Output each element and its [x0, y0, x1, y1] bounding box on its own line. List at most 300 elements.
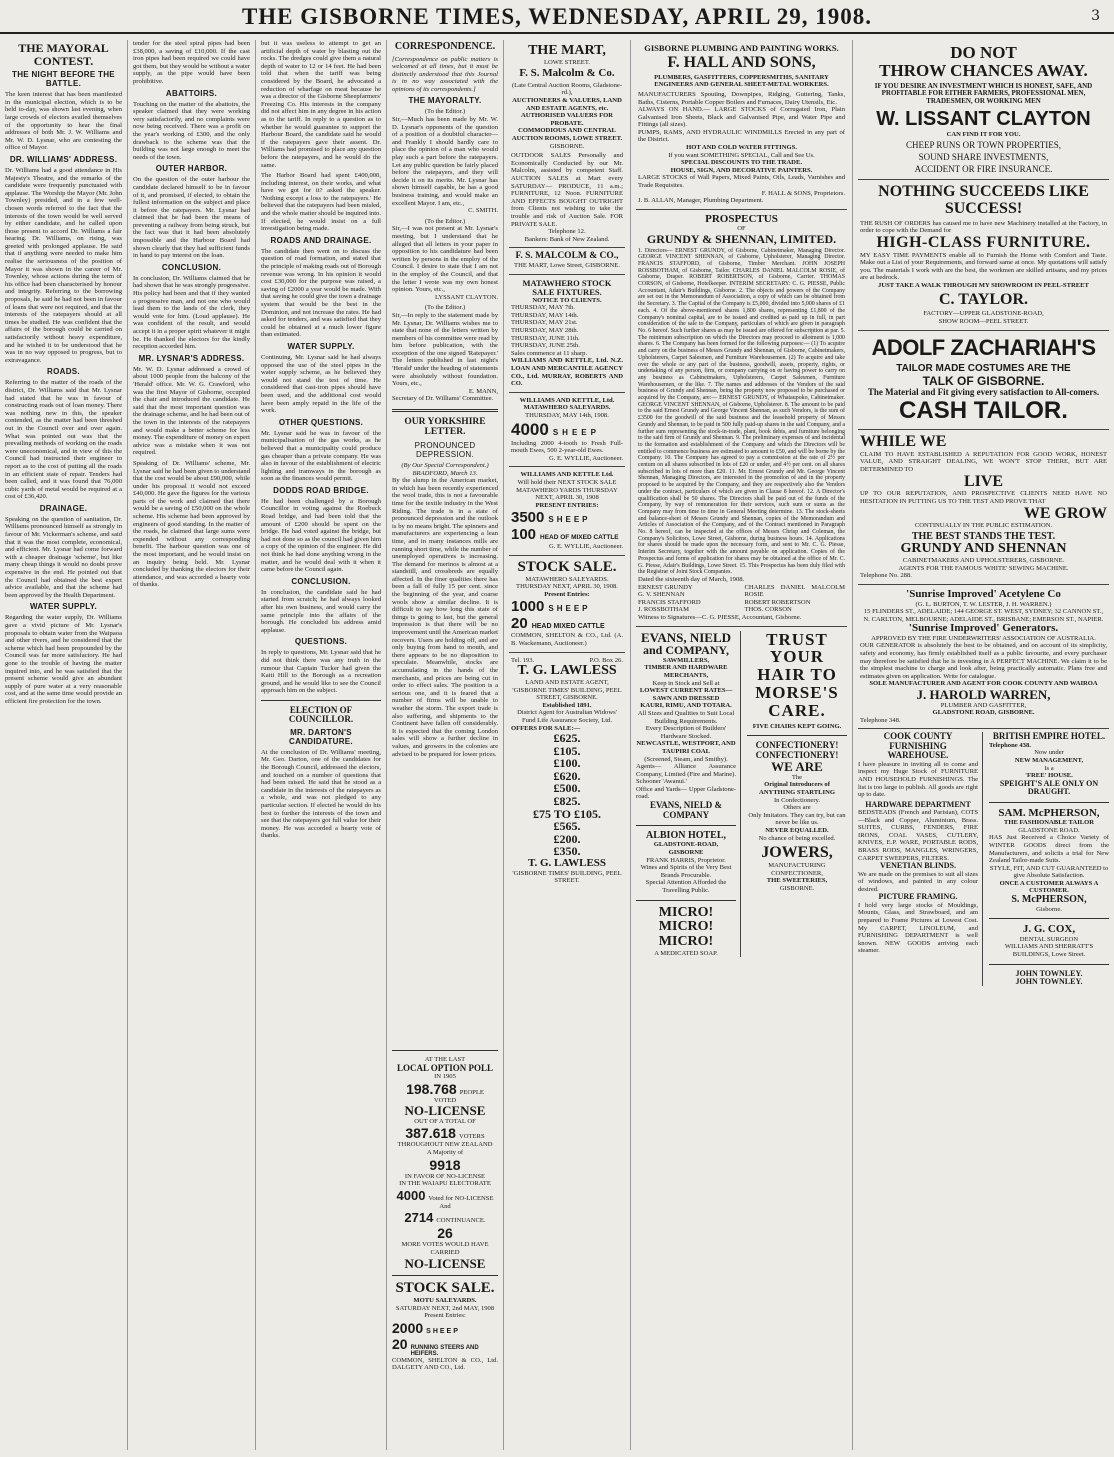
ad-quantity: 20 — [392, 1335, 408, 1352]
ad-quantity: 100 — [511, 526, 537, 544]
letter-salutation: (To the Editor.) — [424, 304, 466, 312]
divider — [261, 700, 381, 701]
letter-body: By the slump in the American market, in which has been recently experienced the wool trade, this is not a favourable time for the textile industry in the West Riding. The trade is in a state of pronounced depression and the outlook is by no means bright. The spinners and manufacturers are experiencing a lean time, and in many instances mills are running short time, while the number of unemployed operatives is increasing. The demand for merinos is almost at a standstill, and crossbreds are equally affected. In the finer qualities there has been a fall of fully 15 per cent. since the beginning of the year, and coarse wools show a similar decline. It is difficult to say how long this state of things is going to last, but the general impression is that there will be no improvement until the American market recovers. Users are holding off, and are only buying from hand to mouth, and there appears to be no disposition to speculate. Meanwhile, stocks are accumulating in the hands of the merchants, and prices are being cut in order to effect sales. The position is a serious one, and it is feared that a number of firms will be unable to weather the storm. The export trade is also suffering, and shipments to the Continent have fallen off considerably. It is expected that the coming London sales will show a further decline in values, and growers in the colonies are advised to be prepared for lower prices. — [392, 477, 498, 758]
section-heading: WATER SUPPLY. — [29, 602, 98, 612]
letter-salutation: (To the Editor.) — [424, 108, 466, 116]
ad-signature: ROBERT ROBERTSON — [744, 598, 811, 606]
ad-quantity: 3500 — [511, 509, 545, 527]
headline-correspondence: CORRESPONDENCE. — [394, 41, 496, 52]
ad-subtitle: A MEDICATED SOAP. — [654, 949, 718, 957]
ad-line: AGENTS FOR THE FAMOUS 'WHITE' SEWING MACHINE. — [898, 564, 1069, 572]
article-paragraph: but it was useless to attempt to get an artificial depth of water by blasting out the rocks. The dredges could give them a natural depth of water to 12 or 14 feet. He had been told that when the tariff was being considered by the Board, he advocated a reduction of wharfage on meat because he was a director of the Gisborne Sheepfarmers' Freezing Co. His interests in the company did not affect him in any degree in his action as to the tariff. In reply to a question as to whether he would guarantee to support the Harbour Board, the candidate said he would if the ratepayers gave their assent. Dr. Williams had promised to place any question before the ratepayers, and he would do the same. — [261, 40, 381, 169]
advert-local-option-poll — [387, 1045, 504, 1450]
ad-line: TAILOR MADE COSTUMES ARE THE — [896, 362, 1071, 374]
ad-date: Dated the sixteenth day of March, 1908. — [638, 576, 745, 583]
article-paragraph: At the conclusion of Dr. Williams' meeting, Mr. Geo. Darton, one of the candidates for the Borough Council, addressed the electors, and touched on a number of questions that had been raised. He said that he stood as a candidate in the interests of the ratepayers as a whole, and was not pledged to any particular section. If elected he would do his best to further the interests of the town and see that the ratepayers got full value for their money. He was accorded a hearty vote of thanks. — [261, 748, 381, 840]
ad-firm: F. S. Malcolm & Co. — [519, 67, 615, 80]
article-paragraph: Touching on the matter of the abattoirs, the speaker claimed that they were working very satisfactorily, and no complaints were now being received. There was a profit on the year's working of £300, and the only drawback to the scheme was that the building was not large enough to meet the needs of the town. — [133, 100, 250, 161]
ad-subtitle: Present Entries: — [424, 1312, 466, 1320]
ad-title: MATAWHERO STOCK SALE FIXTURES. — [522, 277, 612, 297]
ad-title: CONFECTIONERY! CONFECTIONERY! — [755, 740, 839, 760]
ad-title: LIVE — [963, 472, 1004, 490]
article-paragraph: Speaking on the question of sanitation, Dr. Williams pronounced himself as strongly in favour of Mr. Vickerman's scheme, and said that it was the most complete, economical, and efficient. Mr. Lysnar had come forward with a cheaper drainage 'scheme', but like many cheap things it would no doubt prove expensive in the end. He pointed out that the Council had obtained the best expert advice available, and that the scheme had been approved by the Health Department. — [5, 515, 122, 599]
ad-line: No chance of being excelled. — [758, 834, 836, 842]
column-6 — [631, 40, 853, 1450]
ad-signature: G. E. WYLLIE, Auctioneer. — [548, 454, 623, 462]
subhead: MR. DARTON'S CANDIDATURE. — [289, 727, 353, 746]
ad-title: 'Sunrise Improved' Generators. — [908, 622, 1059, 635]
advert-williams-kettle-1 — [509, 393, 625, 468]
ad-line: Others are — [783, 804, 811, 812]
ad-line: SHOW ROOM—PEEL STREET. — [938, 318, 1029, 325]
advert-hall-and-sons — [636, 40, 847, 210]
ad-signature: FRANCIS STAFFORD — [638, 598, 701, 606]
ad-title: PROSPECTUS — [705, 212, 778, 225]
section-heading: DRAINAGE. — [39, 503, 88, 513]
ad-line: (Late Central Auction Rooms, Gladstone-rd.), — [511, 81, 623, 97]
poll-label: OUT OF A TOTAL OF — [414, 1117, 476, 1125]
column-5 — [504, 40, 631, 1450]
ad-line: Agents— Alliance Assurance Company, Limited (Fire and Marine). Schooner 'Awanui.' — [636, 763, 736, 786]
ad-price: £500. — [553, 781, 581, 796]
ad-date: THURSDAY, JUNE 11th. — [511, 334, 580, 342]
ad-firm: SAM. McPHERSON, — [998, 806, 1100, 819]
column-1 — [0, 40, 128, 1450]
letter-role: Secretary of Dr. Williams' Committee. — [392, 395, 494, 403]
ad-witness: Witness to Signatures—C. G. PIESSE, Accountant, Gisborne. — [638, 613, 802, 621]
ad-title: COOK COUNTY FURNISHING WAREHOUSE. — [883, 731, 953, 761]
article-paragraph: The Harbor Board had spent £400,000, including interest, on their works, and what have we got for it? asked the speaker. 'Nothing except a loss to the ratepayers.' He believed that the ratepayers had been misled, and the whole matter should be inquired into. If elected, he would insist on a full investigation being made. — [261, 172, 381, 233]
poll-year: IN 1905 — [434, 1073, 456, 1081]
letter-salutation: (To the Editor.) — [424, 217, 466, 225]
ad-line: JUST TAKE A WALK THROUGH MY SHOWROOM IN PEEL-STREET — [878, 282, 1089, 290]
masthead-title: THE GISBORNE TIMES, WEDNESDAY, APRIL 29, 1908. — [241, 4, 873, 29]
ad-address: 'GISBORNE TIMES' BUILDING, PEEL STREET. — [512, 869, 622, 885]
masthead — [0, 0, 1114, 34]
ad-phone: Telephone 438. — [989, 741, 1031, 749]
subhead: PRONOUNCED DEPRESSION. — [414, 440, 476, 459]
ad-unit: SHEEP — [426, 1327, 460, 1335]
ad-title: WHILE WE — [860, 433, 947, 451]
ad-address: GLADSTONE-ROAD, GISBORNE — [653, 841, 719, 857]
section-heading: DR. WILLIAMS' ADDRESS. — [9, 154, 118, 164]
letter-signature: C. SMITH. — [468, 207, 498, 215]
ad-price: £200. — [553, 831, 581, 846]
ad-line: (Screened, Steam, and Smithy). — [644, 755, 728, 763]
ad-body: OUTDOOR SALES Personally and Economically Conducted by our Mr. Malcolm, assisted by competent Staff. AUCTION SALES at Mart every SATURDAY— PRODUCE, 11 a.m.; FURNITURE, 12 Noon. FURNITURE AND EFFECTS BOUGHT OUTRIGHT from Clients not wishing to take the trouble and risk of Auction Sale. FOR PRIVATE SALE. — [511, 152, 623, 228]
ad-subtitle: OFFERS FOR SALE:— — [511, 724, 581, 732]
ad-title: BRITISH EMPIRE HOTEL. — [992, 731, 1106, 742]
section-heading: ABATTOIRS. — [165, 88, 218, 98]
ad-subtitle: FIVE CHAIRS KEPT GOING. — [752, 722, 842, 730]
ad-signature: CHARLES DANIEL MALCOLM ROSIE — [744, 583, 845, 599]
byline: (By Our Special Correspondent.) BRADFORD, March 13. — [401, 461, 489, 477]
section-heading: ROADS. — [47, 367, 80, 377]
ad-body: MY EASY TIME PAYMENTS enable all to Furnish the Home with Comfort and Taste. Make out a List of your Requirements, and forward same at once. My quotations will satisfy you. The materials I work with are the best, the workmen are skilled artisans, and my prices are at bedrock. — [860, 251, 1107, 282]
ad-price: £100. — [553, 756, 581, 771]
ad-line: Now under — [1034, 749, 1064, 757]
article-paragraph: Mr. Lysnar said he was in favour of the municipalisation of the gas works, as he believed that a municipality could produce gas cheaper than a private company. He was also in favour of the establishment of electric lighting and tramways in the borough as soon as the finances would permit. — [261, 429, 381, 483]
ad-body: MANUFACTURERS Spouting, Downpipes, Ridging, Guttering, Tanks, Baths, Cisterns, Portable Copper Boilers and Furnaces, Dairy Utensils, Etc. — [638, 90, 845, 106]
ad-body: CLAIM TO HAVE ESTABLISHED A REPUTATION FOR GOOD WORK, HONEST VALUE, AND STRAIGHT DEALING, WE WON'T STOP THERE, BUT ARE DETERMINED TO — [860, 450, 1107, 474]
advert-malcolm — [509, 248, 625, 275]
ad-signature: COMMON, SHELTON & CO., Ltd. (A. B. Wackemann, Auctioneer.) — [511, 632, 623, 648]
advert-prospectus — [636, 210, 847, 627]
ad-line: SPEIGHT'S ALE ONLY ON DRAUGHT. — [999, 778, 1099, 797]
poll-label: THROUGHOUT NEW ZEALAND — [397, 1141, 493, 1149]
ad-line: CAN FIND IT FOR YOU. — [946, 131, 1021, 139]
ad-line: DENTAL SURGEON — [1019, 935, 1079, 943]
ad-line: NEVER EQUALLED. — [765, 827, 829, 835]
ad-signature: J. ROSSBOTHAM — [638, 606, 689, 614]
ad-body: CONTINUALLY IN THE PUBLIC ESTIMATION. — [914, 522, 1053, 530]
article-paragraph: Speaking of Dr. Williams' scheme, Mr. Lysnar said he had been given to understand that the cost would be about £90,000, while under his proposal it would not exceed £40,000. He gave the figures for the various parts of the work and claimed that there would be a saving of £50,000 on the whole scheme. His scheme had been approved by engineers of good standing. In the matter of the roads, he claimed that large sums were expended without any corresponding benefit. The harbour question was one of the most important, and he would insist on an inquiry being held. Mr. Lysnar concluded by thanking the electors for their attendance, and was accorded a hearty vote of thanks. — [133, 459, 251, 589]
ad-body: District Agent for Australian Widows' Fund Life Assurance Society, Ltd. — [517, 709, 617, 724]
advert-grundy-shennan — [858, 430, 1109, 585]
section-heading: DODDS ROAD BRIDGE. — [273, 485, 369, 495]
section-heading: QUESTIONS. — [294, 637, 348, 647]
ad-body: THE RUSH OF ORDERS has caused me to have new Machinery installed at the Factory, in order to cope with the Demand for — [860, 219, 1107, 235]
ad-address: WILLIAMS AND SHERRATT'S BUILDINGS, Lowe Street. — [1004, 943, 1094, 958]
ad-line: MANUFACTURING CONFECTIONER, — [768, 862, 826, 877]
column-7 — [853, 40, 1114, 1450]
ad-body: UP TO OUR REPUTATION, AND PROSPECTIVE CLIENTS NEED HAVE NO HESITATION IN PUTTING US TO THE TEST AND PROVE THAT — [860, 490, 1107, 505]
ad-unit: SHEEP — [548, 604, 591, 614]
ad-line: VENETIAN BLINDS. — [879, 861, 957, 871]
section-heading: ROADS AND DRAINAGE. — [270, 235, 372, 245]
ad-line: NEW MANAGEMENT, — [1014, 757, 1084, 765]
ad-signature: ERNEST GRUNDY — [638, 583, 693, 591]
ad-subtitle: LAND AND ESTATE AGENT, 'GISBORNE TIMES' BUILDING, PEEL STREET, GISBORNE. — [512, 678, 622, 702]
ad-firm: GRUNDY & SHENNAN, LIMITED. — [646, 231, 837, 246]
ad-signature: COMMON, SHELTON & CO., Ltd. DALGETY AND CO., Ltd. — [392, 1356, 498, 1372]
ad-address: THE MART, Lowe Street, GISBORNE. — [514, 262, 620, 270]
ad-date: SATURDAY NEXT, 2nd MAY, 1908 — [395, 1304, 495, 1312]
ad-quantity: 2000 — [392, 1319, 424, 1336]
ad-line: AUCTIONEERS & VALUERS, LAND AND ESTATE AGENTS, etc. — [512, 97, 622, 112]
ad-line: THE SWEETERIES, — [766, 877, 828, 885]
advert-williams-kettle-2 — [509, 467, 625, 556]
advert-sunrise-acetylene — [858, 585, 1109, 729]
poll-number: 2714 — [404, 1210, 434, 1226]
poll-label: And — [439, 1202, 451, 1210]
ad-date: THURSDAY, MAY 28th. — [511, 327, 579, 335]
poll-label: MORE VOTES WOULD HAVE CARRIED — [401, 1241, 489, 1257]
ad-body: HAS Just Received a Choice Variety of WINTER GOODS direct from the Manufacturers, and solicits a trial for New Zealand Tailor-made Suits. — [989, 834, 1109, 865]
ad-price: £565. — [553, 819, 581, 834]
ad-unit: SHEEP — [548, 515, 591, 525]
poll-label: PEOPLE — [459, 1088, 484, 1096]
poll-nolicense: NO-LICENSE — [404, 1255, 486, 1271]
ad-body: BEDSTEADS (French and Parisian), COTS—Black and Copper, Aluminium, Brass. SUITES, CURBS, FENDERS, FIRE IRONS, COAL VASES, CUTLERY, KNIVES, E.P. WARE, PORTABLE RODS, BRASS RODS, MANGLES, WRINGERS, CARPET SWEEPERS, FILTERS. — [858, 809, 978, 862]
ad-subtitle: NOTICE TO CLIENTS. — [532, 296, 602, 304]
poll-title: LOCAL OPTION POLL — [396, 1062, 494, 1073]
ad-title: GISBORNE PLUMBING AND PAINTING WORKS. — [644, 43, 839, 53]
letter-body: Sir,—Much has been made by Mr. W. D. Lysnar's opponents of the question of a position of a doubtful character—and Frankly I should hardly care to place the opinion of a man who would play such a part before the ratepayers. Let any public question be fairly placed before the ratepayers, and they will decide it on its merits. Mr. Lysnar has shown himself capable, he has a good business training, and would make an excellent Mayor. I am, etc., — [392, 116, 498, 207]
ad-body: ALWAYS ON HAND.— LARGE STOCKS of Corrugated Iron, Plain Galvanised Iron Sheets, Black and Galvanised Pipe, and Water Pipe and Fittings (all sizes). — [638, 106, 845, 129]
ad-title: MICRO! MICRO! MICRO! — [658, 904, 714, 949]
ad-signature: G. E. WYLLIE, Auctioneer. — [548, 543, 623, 551]
ad-box: P.O. Box 26. — [589, 656, 623, 664]
ad-line: Keep in Stock and Sell at — [652, 679, 720, 687]
section-heading: CONCLUSION. — [161, 262, 222, 272]
ad-line: FRANK HARRIS, Proprietor. — [646, 856, 726, 864]
ad-line: NEWCASTLE, WESTPORT, AND TAUPIRI COAL — [636, 740, 736, 755]
section-heading: WATER SUPPLY. — [287, 341, 355, 351]
poll-number: 387.618 — [405, 1125, 456, 1142]
ad-body: 1. Directors— ERNEST GRUNDY, of Gisborne, Cabinetmaker, Managing Director. GEORGE VINCENT SHENNAN, of Gisborne, Upholsterer, Managing Director. FRANCIS STAFFORD, of Gisborne, Timber Merchant. JOHN JOSEPH ROSSBOTHAM, of Gisborne, Tailor. CHARLES DANIEL MALCOLM ROSIE, of Gisborne, Draper. ROBERT ROBERTSON, of Gisborne, Carrier. THOMAS CORSON, of Gisborne, Hotelkeeper. INTERIM SECRETARY: C. G. PIESSE, Public Accountant, Adair's Buildings, Gisborne. 2. The objects and powers of the Company are set out in the Memorandum of Association, a copy of which can be obtained from the Secretary. 3. The Capital of the Company is £5,000, divided into 5,000 shares of £1 each. 4. Of the above-mentioned shares 1,800 shares, representing £1,800 of the Company's nominal capital, are to be issued and credited as paid up in full, in part consideration of the sale to the Company, particulars of which are given in paragraph No. 6 hereof. Such further shares as may be issued are offered for subscription at par. 5. The minimum subscription on which the Directors may proceed to allotment is 1,000 shares. 6. The Company has been formed for the following purposes:— (1) To acquire and carry on the business of Messrs Grundy and Shennan, of Gisborne, Cabinetmakers, Upholsterers, Carpet Salesmen, and Furniture Warehousemen. (2) To acquire and take over the whole or any part of the business, goodwill, assets, property, rights, or undertaking of any person, firm, or company carrying on or having power to carry on any business as Cabinetmakers, Upholsterers, Carpet Salesmen, Furniture Warehousemen, or the like. 7. The names and addresses of the Vendors of the said business of Grundy and Shennan, being the property now proposed to be purchased or acquired by the Company, are:— ERNEST GRUNDY, of Whataupoko, Cabinetmaker. GEORGE VINCENT SHENNAN, of Gisborne, Upholsterer. 8. The amount to be paid to the said Ernest Grundy and George Vincent Shennan, as such Vendors, is the sum of £3500 for the goodwill of the said business and the leasehold property of Messrs Grundy and Shennan, to be paid in 500 fully paid-up shares in the said Company, and a further sum representing the stock-in-trade, plant, book debts, and furniture belonging to the said firm of Grundy and Shennan. 9. The preliminary expenses of and incidental to the formation and establishment of the Company and which the Directors will be entitled to commence business are estimated to amount to £50, and will be borne by the Company. 10. The Company has agreed to pay a commission at the rate of 2½ per centum on all shares subscribed in lots of £20 or under, and 4½ per cent. on all shares subscribed in lots of more than £20. 11. Mr. Ernest Grundy and Mr. George Vincent Shennan, Managing Directors, are interested in the promotion of and in the property proposed to be acquired by the Company, and they are respectively also the Vendors under the contract, particulars of which are given in Clause 8 hereof. 12. A Director's qualification shall be 50 shares. The Directors shall be paid out of the funds of the Company, by way of remuneration for their services, such sum or sums as the Company may from time to time in General Meeting determine. 13. The stock-sheets and balance-sheet of Messrs Grundy and Shennan, copies of the Memorandum and Articles of Association of the Company, and of the Contract mentioned in Paragraph No. 8 hereof, can be inspected at the offices of Messrs Chrisp and Coleman, the Company's Solicitors, Lowe Street, Gisborne, during business hours. 14. Applications for shares should be made upon the necessary form, and sent to Mr. C. G. Piesse, Interim Secretary, together with the amount payable on application. Copies of the Prospectus and forms of application for shares may be obtained at the office of Mr. C. G. Piesse, Adair's Buildings, Lowe Street. 15. This Prospectus has been duly filed with the Registrar of Joint Stock Companies. — [638, 247, 845, 576]
headline-election-councillor: ELECTION OF COUNCILLOR. — [288, 704, 354, 725]
ad-subtitle: MOTU SALEYARDS. — [413, 1297, 477, 1304]
poll-number: 9918 — [429, 1156, 461, 1173]
ad-line: HOT AND COLD WATER FITTINGS. — [686, 144, 797, 152]
ad-subtitle: PRESENT ENTRIES: — [535, 501, 599, 509]
ad-firm: F. S. MALCOLM & CO., — [515, 251, 619, 262]
column-3 — [256, 40, 387, 1450]
article-paragraph: Regarding the water supply, Dr. Williams gave a vivid picture of Mr. Lysnar's proposals to obtain water from the Waipaoa and other rivers, and he considered that the scheme which had been propounded by the Council was far more satisfactory. He had gone to the trouble of having the matter inquired into, and he was satisfied that the present scheme would give an abundant supply of pure water at a very reasonable cost, and at the same time would provide an efficient fire protection for the town. — [5, 614, 122, 705]
poll-number: 4000 — [396, 1187, 426, 1203]
ad-unit: RUNNING STEERS AND HEIFERS. — [410, 1344, 479, 1357]
letter-signature: E. MANN, — [468, 387, 498, 395]
section-heading: CONCLUSION. — [291, 576, 351, 586]
ad-line: THE BEST STANDS THE TEST. — [911, 530, 1056, 542]
letter-title: THE MAYORALTY. — [408, 96, 482, 106]
ad-date: THURSDAY, JUNE 25th. — [511, 342, 580, 350]
ad-title: NOTHING SUCCEEDS LIKE — [878, 183, 1089, 201]
advert-zachariah — [858, 331, 1109, 430]
ad-date: THURSDAY, MAY 7th. — [511, 304, 576, 312]
ad-body: PUMPS, RAMS, AND HYDRAULIC WINDMILLS Erected in any part of the District. — [638, 128, 845, 144]
divider — [392, 409, 498, 412]
letter-body: Sir,—In reply to the statement made by Mr. Lysnar, Dr. Williams wishes me to state that none of the letters written by members of his committee were read by him before publication, with the exception of the one signed 'Ratepayer.' The letters published in last night's 'Herald' under the heading of statements were absolutely without foundation. Yours, etc., — [392, 311, 498, 388]
section-heading: OTHER QUESTIONS. — [278, 417, 364, 427]
ad-line: GISBORNE. — [779, 884, 815, 892]
ad-title: THE MART, — [528, 43, 606, 58]
ad-signature: T. G. LAWLESS — [527, 857, 607, 870]
ad-line: CHEEP RUNS OR TOWN PROPERTIES, — [905, 140, 1062, 151]
ad-line: Office and Yards— Upper Gladstone-road. — [636, 785, 736, 801]
poll-head: AT THE LAST — [424, 1056, 466, 1063]
ad-phone: Telephone 348. — [860, 716, 901, 724]
ad-line: TIMBER AND HARDWARE MERCHANTS, — [644, 664, 728, 679]
advert-the-mart — [509, 40, 625, 248]
advert-stock-sale-matawhero — [509, 556, 625, 653]
ad-body: OUR GENERATOR is absolutely the best to be obtained, and on account of its simplicity, safety and economy, has firmly established itself as a public favourite, and every purchaser may therefore be satisfied that he is investing in A PERFECT MACHINE. We claim it to be the simplest machine to charge and look after, being practically automatic. Plans free and estimates given on application. Write for catalogue. — [860, 642, 1107, 680]
ad-date: THURSDAY, MAY 14th, 1908. — [525, 412, 609, 420]
ad-title: WE GROW — [1023, 504, 1107, 522]
poll-number: 198.768 — [406, 1080, 457, 1097]
ad-title: SUCCESS! — [944, 199, 1023, 217]
ad-line: SAWN AND DRESSED — [652, 694, 720, 702]
ad-signature: S. McPHERSON, — [1011, 894, 1087, 906]
poll-label: IN FAVOR OF NO-LICENSE — [404, 1172, 486, 1180]
section-heading: MR. LYSNAR'S ADDRESS. — [138, 353, 245, 363]
poll-label: Voted for NO-LICENSE — [428, 1194, 494, 1202]
ad-line: All Sizes and Qualities to Suit Local Building Requirements. — [637, 709, 735, 725]
ad-price: £350. — [553, 844, 581, 859]
ad-title: CASH TAILOR. — [899, 397, 1068, 425]
ad-firm: W. LISSANT CLAYTON — [876, 108, 1091, 131]
article-paragraph: Mr. W. D. Lysnar addressed a crowd of about 1000 people from the balcony of the 'Herald' office. Mr. W. G. Crawford, who was the first Mayor of Gisborne, occupied the chair and introduced the candidate. He said that the most important question was the drainage scheme, and he had been out of the town in the interests of the ratepayers and would make a better scheme for less money. The expenditure of money on expert advice was a mistake when it was not required. — [133, 365, 250, 457]
ad-line: Wines and Spirits of the Very Best Brands Procurable. — [640, 864, 732, 879]
ad-line: HOUSE, SIGN, AND DECORATIVE PAINTERS. — [670, 166, 813, 174]
article-paragraph: Dr. Williams had a good attendance in His Majesty's Theatre, and the remarks of the candidate were frequently punctuated with applause. The Worship the Mayor (Mr. John Townley) presided, and in a few well-chosen words referred to the fact that the interests of the town would be well served by either candidate, and he called upon those present to accord Dr. Williams a fair hearing. Dr. Williams, on rising, was greeted with prolonged applause. He said that if anything were needed to make him realise the seriousness of the position of Mayor it was shown in the career of Mr. Townley, whose actions during the term of his office had been characterised by honour and integrity. Referring to the borrowing proposals, he said he had not been in favour of loans that were not required, and that the interests of the ratepayers should at all times be studied. He was confident that the affairs of the borough could be carried on satisfactorily without heavy expenditure, and he wished it to be understood that he was in no way opposed to progress, but to extravagance. — [5, 166, 122, 364]
poll-label: A Majority of — [426, 1149, 464, 1157]
ad-body: We are made on the premises to suit all sizes of windows, and painted in any colour desired. — [858, 870, 978, 893]
ad-line: TALK OF GISBORNE. — [922, 373, 1045, 388]
ad-phone: Tel. 193. — [511, 656, 535, 664]
ad-line: APPROVED BY THE FIRE UNDERWRITERS' ASSOCIATION OF AUSTRALIA. — [871, 634, 1096, 642]
ad-line: STYLE, FIT, AND CUT GUARANTEED to give Absolute Satisfaction. — [989, 864, 1109, 880]
ad-signature: EVANS, NIELD & COMPANY — [649, 800, 723, 820]
ad-firm: J. G. COX, — [1022, 923, 1076, 936]
ad-unit: SHEEP — [552, 427, 600, 437]
ad-date: THURSDAY, MAY 21st. — [511, 319, 578, 327]
poll-label: CONTINUANCE. — [436, 1217, 486, 1225]
ad-line: Sales commence at 11 sharp. — [511, 349, 588, 357]
ad-price: £625. — [553, 731, 581, 746]
ad-title: STOCK SALE. — [395, 1280, 495, 1297]
ad-firm: JOHN TOWNLEY. — [1015, 968, 1083, 978]
ad-firm: and COMPANY, — [642, 643, 729, 658]
correspondence-note: [Correspondence on public matters is welcomed at all times, but it must be distinctly understood that this Journal is in no way associated with the opinions of its correspondents.] — [392, 55, 498, 93]
ad-subtitle: (G. L. BURTON, T. W. LESTER, J. H. WARREN.) — [915, 600, 1052, 608]
ad-manager: J. B. ALLAN, Manager, Plumbing Department. — [638, 197, 764, 205]
ad-signature: F. HALL & SONS, Proprietors. — [761, 189, 845, 197]
ad-line: PLUMBER AND GASFITTER, — [940, 701, 1027, 709]
ad-title: 'Sunrise Improved' Acetylene Co — [906, 587, 1061, 600]
ad-price: £75 TO £105. — [533, 806, 601, 821]
ad-line: Special Attention Afforded the Travelling Public. — [645, 879, 727, 895]
advert-matawhero-fixtures — [509, 275, 625, 393]
ad-body: IF YOU DESIRE AN INVESTMENT WHICH IS HONEST, SAFE, AND PROFITABLE FOR EITHER FARMERS, PROFESSIONAL MEN, TRADESMEN, OR WORKING MEN — [874, 81, 1093, 105]
letter-signature: LYSSANT CLAYTON. — [435, 293, 498, 301]
ad-line: In Confectionery. — [773, 796, 821, 804]
ad-title: ALBION HOTEL, — [645, 829, 727, 841]
ad-line: SPECIAL DISCOUNTS TO THE TRADE. — [681, 159, 802, 167]
ad-subtitle: CABINETMAKERS AND UPHOLSTERERS, GISBORNE. — [902, 557, 1065, 565]
ad-line: HARDWARE DEPARTMENT — [865, 799, 971, 809]
ad-firm: T. G. LAWLESS — [517, 663, 617, 679]
ad-title: TRUST YOUR HAIR TO MORSE'S CARE. — [755, 629, 839, 720]
ad-line: AUTHORISED VALUERS FOR PROBATE. — [520, 112, 614, 127]
ad-price: £620. — [553, 768, 581, 783]
ad-firm: WILLIAMS AND KETTLE, Ltd. — [519, 396, 615, 404]
ad-body: LARGE STOCKS of Wall Papers, Mixed Paints, Oils, Leads, Varnishes and Trade Requisites. — [638, 174, 845, 190]
ad-firm: ADOLF ZACHARIAH'S — [871, 334, 1096, 360]
ad-line: KAURI, RIMU, AND TOTARA. — [640, 702, 732, 710]
ad-subtitle: Present Entries: — [544, 590, 590, 598]
ad-firm: JOWERS, — [761, 844, 833, 862]
column-2 — [128, 40, 256, 1450]
poll-label: VOTED — [433, 1096, 457, 1104]
ad-firms: WILLIAMS AND KETTLE, Ltd. N.Z. LOAN AND MERCANTILE AGENCY CO., Ltd. MURRAY, ROBERTS AND CO. — [511, 357, 623, 388]
article-paragraph: The keen interest that has been manifested in the municipal election, which is to be held to-day, was shown last evening, when large crowds of electors availed themselves of the opportunity to hear the final addresses of both Mr. J. W. Williams and Mr. W. D. Lysnar, who are contesting the office of Mayor. — [5, 91, 122, 152]
ad-price: £105. — [553, 743, 581, 758]
ad-bank: Bankers: Bank of New Zealand. — [524, 235, 610, 243]
ad-subtitle: MATAWHERO SALEYARDS. THURSDAY NEXT, APRIL 30, 1908. — [516, 575, 618, 591]
ad-line: Gisborne. — [1036, 905, 1062, 913]
subhead-night-before: THE NIGHT BEFORE THE BATTLE. — [12, 70, 115, 89]
poll-label: VOTERS — [458, 1133, 485, 1141]
ad-phone: Telephone 12. — [548, 228, 586, 236]
ad-line: ACCIDENT OR FIRE INSURANCE. — [914, 164, 1053, 175]
advert-lissant-clayton — [858, 40, 1109, 180]
ad-line: SOUND SHARE INVESTMENTS, — [918, 152, 1049, 163]
ad-body: I have pleasure in inviting all to come and inspect my Huge Stock of FURNITURE AND HOUSEHOLD FURNISHINGS. The list is too large to publish. All goods are right up to date. — [858, 760, 978, 799]
ad-subtitle: THE FASHIONABLE TAILOR — [1003, 819, 1095, 827]
ad-line: Only Imitators. They can try, but can never be like us. — [748, 811, 846, 827]
advert-c-taylor — [858, 180, 1109, 331]
ad-line: LOWEST CURRENT RATES— — [639, 687, 733, 695]
ad-quantity: 1000 — [511, 598, 545, 616]
section-heading: OUTER HARBOR. — [155, 164, 228, 174]
ad-line: The Material and Fit giving every satisfaction to All-comers. — [867, 386, 1100, 397]
ad-line: SOLE MANUFACTURER AND AGENT FOR COOK COUNTY AND WAIROA — [869, 680, 1098, 688]
ad-subtitle: LOWE STREET. — [543, 58, 591, 66]
letter-body: Sir,—I was not present at Mr. Lysnar's meeting, but I understand that he alleged that all letters in your paper in opposition to his candidature had been written by persons in the employ of the Council. I desire to state that I am not in the employ of the Council, and that the letter I wrote was my own honest opinion. Yours, etc., — [392, 225, 498, 294]
ad-firm: JOHN TOWNLEY. — [1015, 976, 1083, 986]
ad-address: 15 FLINDERS ST., ADELAIDE; 144 GEORGE ST. WEST, SYDNEY; 32 CANNON ST., N. CARLTON, MELBOURNE; ADELAIDE ST., BRISBANE; EMERSON ST., NAPIER. — [863, 608, 1104, 623]
ad-line: ANYTHING STARTLING — [758, 789, 836, 797]
ad-established: Established 1891. — [542, 701, 592, 709]
ad-line: Every Description of Builders' Hardware Stocked. — [645, 725, 727, 740]
ad-line: Original Introducers of — [764, 781, 830, 789]
poll-number: 26 — [437, 1225, 453, 1242]
ad-line: 'FREE' HOUSE. — [1025, 772, 1073, 780]
ad-quantity: 20 — [511, 615, 528, 633]
ad-body: I hold very large stocks of Mouldings, Mounts, Glass, and Strawboard, and am prepared to Frame Pictures at Lowest Cost. My CARPET, LINOLEUM, and FURNISHING DEPARTMENT is well known. NEW GOODS arriving each steamer. — [858, 901, 978, 955]
ad-title: DO NOT — [950, 43, 1017, 62]
ad-line: COMMODIOUS AND CENTRAL AUCTION ROOMS, LOWE STREET. — [511, 127, 623, 142]
article-paragraph: In reply to questions, Mr. Lysnar said that he did not think there was any truth in the rumour that Captain Tucker had given the Kaiti Hill to the Borough as a recreation ground, and he would like to see the Council approach him on the subject. — [261, 649, 381, 695]
ad-line: OF — [737, 225, 746, 233]
ad-line: Is a — [1044, 764, 1054, 772]
article-paragraph: In conclusion, the candidate said he had started from scratch; he had always looked after his own business, and would carry the same principle into the affairs of the borough. He concluded his address amid applause. — [261, 588, 381, 634]
poll-label: IN THE WAIAPU ELECTORATE — [399, 1180, 491, 1188]
article-paragraph: In conclusion, Dr. Williams claimed that he had shown that he was strongly progressive. His policy had been and that if they wanted a progressive man, and not one who would lead them to the lands of the clerk, they would vote for him. (Loud applause). He was confident of the result, and would accept it in a proper spirit whatever it might be. He thanked the electors for the kindly reception accorded him. — [133, 274, 250, 351]
ad-title: STOCK SALE. — [517, 558, 617, 575]
ad-address: GLADSTONE ROAD. — [1018, 826, 1080, 834]
ad-body: Including 2000 4-tooth to Fresh Full-mouth Ewes, 500 2-year-old Ewes. — [511, 439, 623, 455]
ad-signature: G. V. SHENNAN — [638, 591, 685, 599]
article-paragraph: Continuing, Mr. Lysnar said he had always opposed the use of the steel pipes in the water supply scheme, as he believed they would not stand the test of time. He considered that cast-iron pipes should have been used, and the additional cost would have been amply repaid in the life of the work. — [261, 353, 381, 415]
article-paragraph: The candidate then went on to discuss the question of road formation, and stated that the principle of making roads out of Borough revenue was wrong. In his opinion it would cost £30,000 for the purpose was raised, a saving of £2000 a year would be made. With that saving he could give the town a drainage system that would be the best in the Dominion, and not increase the rates. He had asked for tenders, and was satisfied that they could be obtained at a much lower figure than estimated. — [261, 247, 381, 339]
ad-firm: J. HAROLD WARREN, — [916, 686, 1051, 702]
ad-line: GLADSTONE ROAD, GISBORNE. — [932, 709, 1035, 717]
ad-line: WE ARE — [771, 759, 823, 775]
ad-subtitle: PLUMBERS, GASFITTERS, COPPERSMITHS, SANITARY ENGINEERS AND GENERAL SHEET-METAL WORKERS. — [654, 73, 829, 89]
article-paragraph: He had been challenged by a Borough Councillor in voting against the Roebuck Road bridge, and had been told that the amount of £200 should be spent on the bridge. He had voted against the bridge, but had not done so as the council had given him a copy of the opinion of the engineer. He did not think he had done anything wrong in the matter, and he would deal with it when it came before the Council again. — [261, 497, 381, 574]
ad-firm: C. TAYLOR. — [938, 290, 1029, 308]
ad-unit: HEAD MIXED CATTLE — [531, 623, 605, 631]
ad-line: If you want SOMETHING SPECIAL, Call and See Us. — [668, 151, 815, 159]
ad-line: PICTURE FRAMING. — [878, 892, 958, 902]
ad-quantity: 4000 — [511, 419, 549, 439]
advert-lawless — [509, 653, 625, 889]
poll-nolicense: NO-LICENSE — [404, 1103, 486, 1119]
ad-title: HIGH-CLASS FURNITURE. — [876, 233, 1091, 251]
ad-line: FACTORY—UPPER GLADSTONE-ROAD, — [923, 310, 1044, 318]
ad-signature: THOS. CORSON — [744, 606, 792, 614]
ad-body: Will hold their NEXT STOCK SALE MATAWHERO YARDS THURSDAY NEXT, APRIL 30, 1908 — [516, 478, 618, 502]
headline-mayoral-contest: THE MAYORAL CONTEST. — [18, 41, 109, 68]
headline-yorkshire-letter: OUR YORKSHIRE LETTER. — [404, 417, 486, 437]
article-paragraph: Referring to the matter of the roads of the district, Dr. Williams said that Mr. Lysnar had stated that he was in favour of constructing roads out of loan money. There was nothing new in this, the speaker contended, as the matter had been threshed out in the Council over and over again. What was pointed out was that the prevailing methods of working on the roads were uneconomical, and in view of this the Council had instructed their engineer to report as to the cost of putting all the roads in an efficient state of repair. Tenders had been called, and it was found that 76,000 cubic yards of metal would be required at a cost of £36,420. — [5, 379, 122, 501]
ad-title: MATAWHERO SALEYARDS. — [523, 404, 611, 412]
page-number: 3 — [1091, 8, 1100, 24]
ad-phone: Telephone No. 288. — [860, 572, 912, 580]
